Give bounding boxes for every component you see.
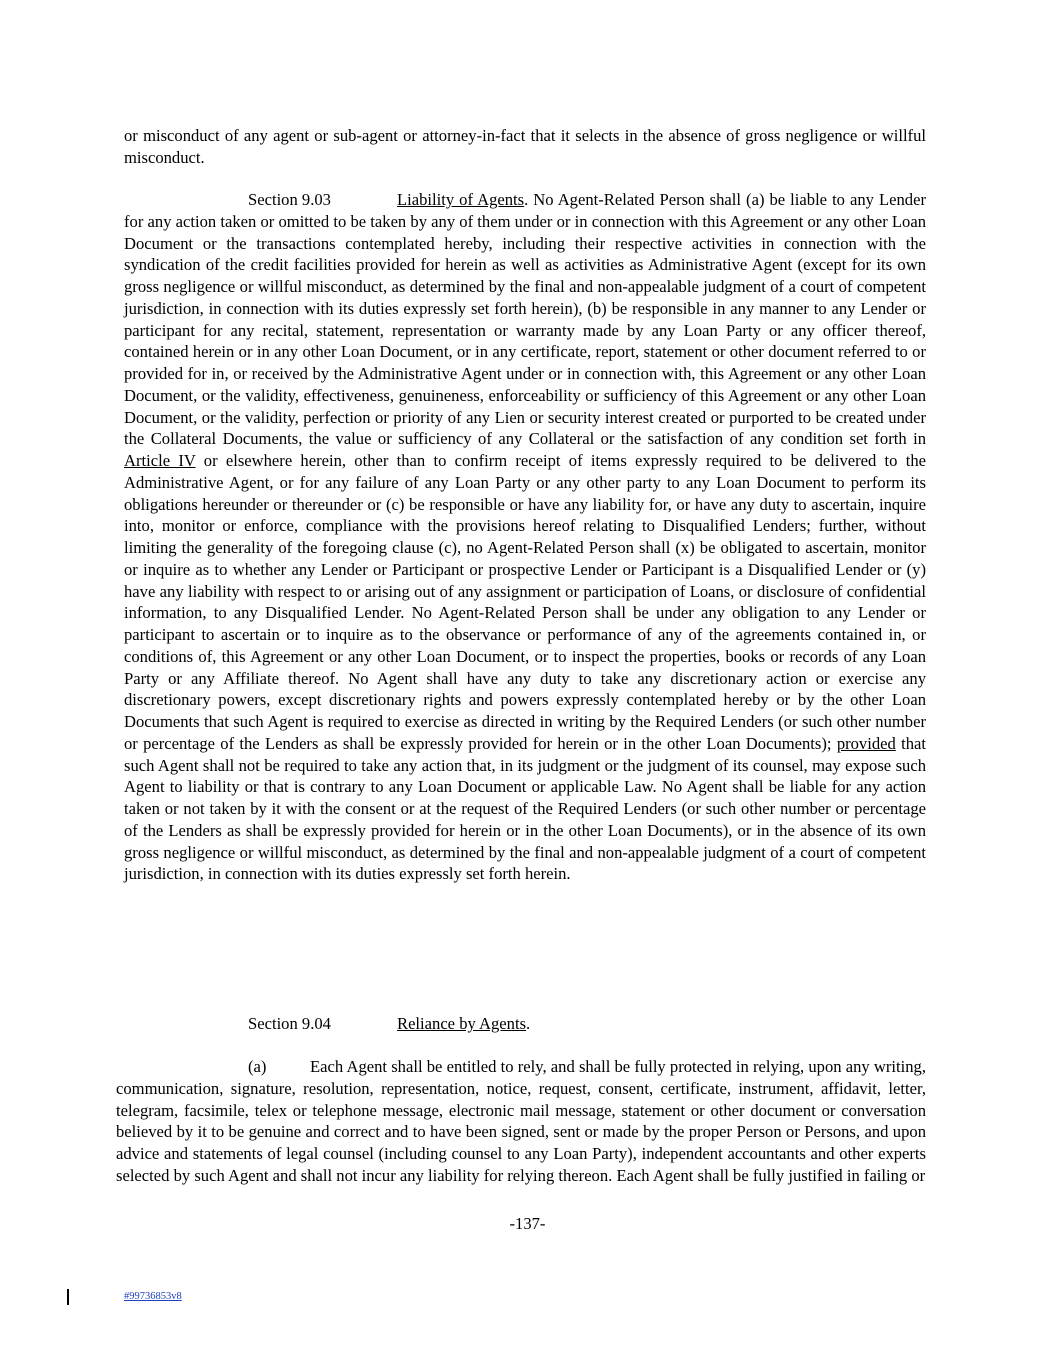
paragraph-a: [116, 1056, 926, 1187]
section-9-03-heading: Liability of Agents: [397, 190, 525, 209]
page-number: -137-: [509, 1214, 546, 1233]
section-9-04-number: Section 9.04: [248, 1014, 331, 1033]
continuation-paragraph: [124, 125, 926, 169]
document-id-link[interactable]: #99736853v8: [124, 1291, 182, 1302]
section-9-03-text-3: that such Agent shall not be required to take any action that, in its judgment or the judgment of its counsel, may expose such Agent to liability or that is contrary to any Loan Document or applicable Law. No Agent shall be liable for any action taken or not taken by it with the consent or at the request of the Required Lenders (or such other number or percentage of the Lenders as shall be expressly provided for herein or in the other Loan Documents), or in the absence of its own gross negligence or willful misconduct, as determined by the final and non-appealable judgment of a court of competent jurisdiction, in connection with its duties expressly set forth herein.: [124, 733, 926, 884]
section-9-04-trailing: .: [526, 1014, 531, 1033]
section-9-04-heading-line: [248, 1013, 926, 1035]
section-9-03-text-2: or elsewhere herein, other than to confirm receipt of items expressly required to be delivered to the Administrative Agent, or for any failure of any Loan Party or any other party to any Loan Document to perform its obligations hereunder or thereunder or (c) be responsible or have any liability for, or have any duty to ascertain, inquire into, monitor or enforce, compliance with the provisions hereof relating to Disqualified Lenders; further, without limiting the generality of the foregoing clause (c), no Agent-Related Person shall (x) be obligated to ascertain, monitor or inquire as to whether any Lender or Participant or prospective Lender or Participant is a Disqualified Lender or (y) have any liability with respect to or arising out of any assignment or participation of Loans, or disclosure of confidential information, to any Disqualified Lender. No Agent-Related Person shall be under any obligation to any Lender or participant to ascertain or to inquire as to the observance or performance of any of the agreements contained in, or conditions of, this Agreement or any other Loan Document, or to inspect the properties, books or records of any Loan Party or any Affiliate thereof. No Agent shall have any duty to take any discretionary action or exercise any discretionary powers, except discretionary rights and powers expressly contemplated hereby or by the other Loan Documents that such Agent is required to exercise as directed in writing by the Required Lenders (or such other number or percentage of the Lenders as shall be expressly provided for herein or in the other Loan Documents);: [124, 451, 926, 753]
section-9-04-heading: Reliance by Agents: [397, 1014, 527, 1033]
section-9-03-number: Section 9.03: [248, 190, 331, 209]
paragraph-a-text: Each Agent shall be entitled to rely, and shall be fully protected in relying, upon any writing, communication, signature, resolution, representation, notice, request, consent, certificate, instrument, affidavit, letter, telegram, facsimile, telex or telephone message, electronic mail message, statement or other document or conversation believed by it to be genuine and correct and to have been signed, sent or made by the proper Person or Persons, and upon advice and statements of legal counsel (including counsel to any Loan Party), independent accountants and other experts selected by such Agent and shall not incur any liability for relying thereon. Each Agent shall be fully justified in failing or: [116, 1057, 926, 1185]
section-9-03-text-1: . No Agent-Related Person shall (a) be liable to any Lender for any action taken or omitted to be taken by any of them under or in connection with this Agreement or any other Loan Document or the transactions contemplated hereby, including their respective activities in connection with the syndication of the credit facilities provided for herein as well as activities as Administrative Agent (except for its own gross negligence or willful misconduct, as determined by the final and non-appealable judgment of a court of competent jurisdiction, in connection with its duties expressly set forth herein), (b) be responsible in any manner to any Lender or participant for any recital, statement, representation or warranty made by any Loan Party or any officer thereof, contained herein or in any other Loan Document, or in any certificate, report, statement or other document referred to or provided for in, or received by the Administrative Agent under or in connection with, this Agreement or any other Loan Document, or the validity, effectiveness, genuineness, enforceability or sufficiency of this Agreement or any other Loan Document, or the validity, perfection or priority of any Lien or security interest created or purported to be created under the Collateral Documents, the value or sufficiency of any Collateral or the satisfaction of any condition set forth in: [124, 190, 926, 449]
paragraph-a-label: (a): [248, 1057, 267, 1076]
revision-bar: [67, 1289, 69, 1305]
provided-term: provided: [836, 733, 896, 753]
continuation-text: or misconduct of any agent or sub-agent or attorney-in-fact that it selects in the absence of gross negligence or willful misconduct.: [124, 126, 926, 167]
article-iv-reference: Article IV: [124, 451, 196, 470]
section-9-03-paragraph: [124, 189, 926, 885]
